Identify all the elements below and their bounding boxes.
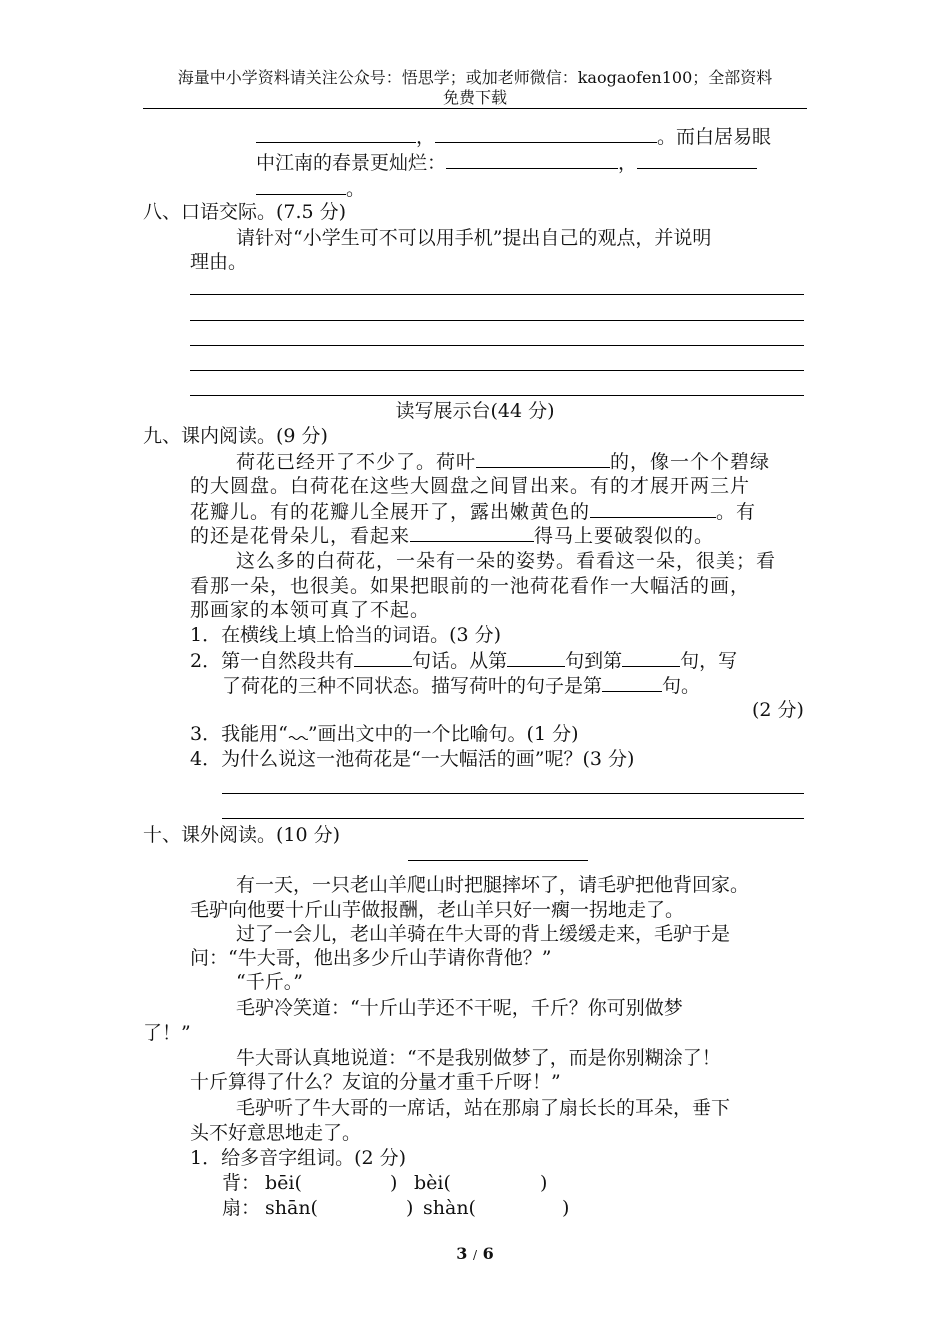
section9-question-2-line2 bbox=[222, 673, 700, 698]
section9-title: 九、课内阅读。(9 分) bbox=[143, 425, 328, 447]
story-line-11: 头不好意思地走了。 bbox=[190, 1122, 362, 1144]
story-line-2: 毛驴向他要十斤山芋做报酬，老山羊只好一瘸一拐地走了。 bbox=[190, 899, 685, 921]
story-line-10: 毛驴听了牛大哥的一席话，站在那扇了扇长长的耳朵，垂下 bbox=[236, 1097, 731, 1119]
section9-para2-line3: 那画家的本领可真了不起。 bbox=[190, 599, 431, 621]
bei-reading-1-close: ) bbox=[390, 1172, 398, 1194]
answer-line[interactable] bbox=[190, 395, 804, 396]
blank[interactable] bbox=[410, 523, 534, 542]
answer-line[interactable] bbox=[190, 294, 804, 295]
answer-line[interactable] bbox=[222, 793, 804, 794]
blank[interactable] bbox=[476, 449, 610, 468]
section10-question-1: 1．给多音字组词。(2 分) bbox=[190, 1147, 407, 1169]
header-line-1: 海量中小学资料请关注公众号：悟思学；或加老师微信：kaogaofen100；全部资料 bbox=[177, 68, 773, 87]
header-line-2: 免费下载 bbox=[442, 88, 507, 107]
page-number bbox=[425, 1244, 525, 1265]
section9-para1-line4 bbox=[190, 523, 714, 548]
bei-reading-1: bēi( bbox=[265, 1172, 302, 1194]
question-text: 句，写 bbox=[680, 650, 738, 672]
section9-para2-line2: 看那一朵，也很美。如果把眼前的一池荷花看作一大幅活的画， bbox=[190, 575, 751, 597]
shan-reading-2-close: ) bbox=[562, 1197, 570, 1219]
passage-text: 的，像一个个碧绿 bbox=[610, 451, 771, 473]
story-line-7: 了！” bbox=[143, 1022, 191, 1044]
section9-question-2-score: (2 分) bbox=[752, 699, 804, 721]
wavy-underline-icon bbox=[288, 722, 308, 740]
blank[interactable] bbox=[637, 150, 757, 169]
story-line-9: 十斤算得了什么？友谊的分量才重千斤呀！” bbox=[190, 1071, 561, 1093]
section9-question-2-line1 bbox=[190, 648, 737, 673]
section7-line-1 bbox=[256, 124, 771, 149]
shan-char: 扇： bbox=[222, 1197, 261, 1219]
page-current: 3 bbox=[456, 1244, 468, 1263]
bei-reading-2: bèi( bbox=[414, 1172, 451, 1194]
story-title-blank[interactable] bbox=[408, 860, 588, 861]
passage-text: 花瓣儿。有的花瓣儿全展开了，露出嫩黄色的 bbox=[190, 501, 591, 523]
answer-line[interactable] bbox=[222, 818, 804, 819]
question-text: 句。 bbox=[662, 675, 701, 697]
story-line-1: 有一天，一只老山羊爬山时把腿摔坏了，请毛驴把他背回家。 bbox=[236, 874, 750, 896]
bei-reading-2-close: ) bbox=[540, 1172, 548, 1194]
blank[interactable] bbox=[622, 648, 680, 667]
story-line-5: “千斤。” bbox=[236, 971, 303, 993]
passage-text: 。有 bbox=[716, 501, 757, 523]
section9-question-1: 1．在横线上填上恰当的词语。(3 分) bbox=[190, 624, 502, 646]
period: 。 bbox=[346, 178, 366, 200]
answer-line[interactable] bbox=[190, 370, 804, 371]
comma: ， bbox=[618, 152, 638, 174]
section9-para2-line1: 这么多的白荷花，一朵有一朵的姿势。看看这一朵，很美；看 bbox=[236, 550, 777, 572]
comma: ， bbox=[416, 126, 436, 148]
section9-para1-line2: 的大圆盘。白荷花在这些大圆盘之间冒出来。有的才展开两三片 bbox=[190, 475, 751, 497]
section9-question-4: 4．为什么说这一池荷花是“一大幅活的画”呢？(3 分) bbox=[190, 748, 635, 770]
section8-title: 八、口语交际。(7.5 分) bbox=[143, 201, 347, 223]
section7-line-3 bbox=[256, 176, 365, 201]
part-title: 读写展示台(44 分) bbox=[395, 400, 555, 422]
story-line-6: 毛驴冷笑道：“十斤山芋还不干呢，千斤？你可别做梦 bbox=[236, 997, 683, 1019]
question-text: 句话。从第 bbox=[412, 650, 508, 672]
blank[interactable] bbox=[435, 124, 657, 143]
blank[interactable] bbox=[256, 176, 346, 195]
section7-line-2 bbox=[256, 150, 757, 175]
story-line-8: 牛大哥认真地说道：“不是我别做梦了，而是你别糊涂了！ bbox=[236, 1047, 721, 1069]
page-total: 6 bbox=[482, 1244, 494, 1263]
section7-text: 。而白居易眼 bbox=[657, 126, 772, 148]
passage-text: 的还是花骨朵儿，看起来 bbox=[190, 525, 411, 547]
section10-title: 十、课外阅读。(10 分) bbox=[143, 824, 341, 846]
passage-text: 荷花已经开了不少了。荷叶 bbox=[236, 451, 477, 473]
blank[interactable] bbox=[354, 648, 412, 667]
blank[interactable] bbox=[602, 673, 662, 692]
section8-prompt-1: 请针对“小学生可不可以用手机”提出自己的观点，并说明 bbox=[236, 227, 712, 249]
question-text: 2．第一自然段共有 bbox=[190, 650, 355, 672]
section9-para1-line3 bbox=[190, 499, 756, 524]
section9-para1-line1 bbox=[236, 449, 770, 474]
blank[interactable] bbox=[256, 124, 416, 143]
page-separator: / bbox=[472, 1248, 478, 1262]
section8-prompt-2: 理由。 bbox=[190, 251, 248, 273]
passage-text: 得马上要破裂似的。 bbox=[534, 525, 715, 547]
section9-question-3 bbox=[190, 722, 578, 746]
question-text: 3．我能用“ bbox=[190, 723, 288, 745]
shan-reading-1: shān( bbox=[265, 1197, 318, 1219]
answer-line[interactable] bbox=[190, 345, 804, 346]
header-divider bbox=[143, 108, 807, 109]
bei-char: 背： bbox=[222, 1172, 261, 1194]
section7-text: 中江南的春景更灿烂： bbox=[256, 152, 447, 174]
blank[interactable] bbox=[590, 499, 716, 518]
question-text: 句到第 bbox=[565, 650, 623, 672]
question-text: 了荷花的三种不同状态。描写荷叶的句子是第 bbox=[222, 675, 603, 697]
question-text: ”画出文中的一个比喻句。(1 分) bbox=[307, 723, 579, 745]
blank[interactable] bbox=[507, 648, 565, 667]
story-line-4: 问：“牛大哥，他出多少斤山芋请你背他？” bbox=[190, 947, 552, 969]
blank[interactable] bbox=[446, 150, 618, 169]
shan-reading-1-close: ) bbox=[406, 1197, 414, 1219]
story-line-3: 过了一会儿，老山羊骑在牛大哥的背上缓缓走来，毛驴于是 bbox=[236, 923, 731, 945]
shan-reading-2: shàn( bbox=[423, 1197, 476, 1219]
answer-line[interactable] bbox=[190, 320, 804, 321]
